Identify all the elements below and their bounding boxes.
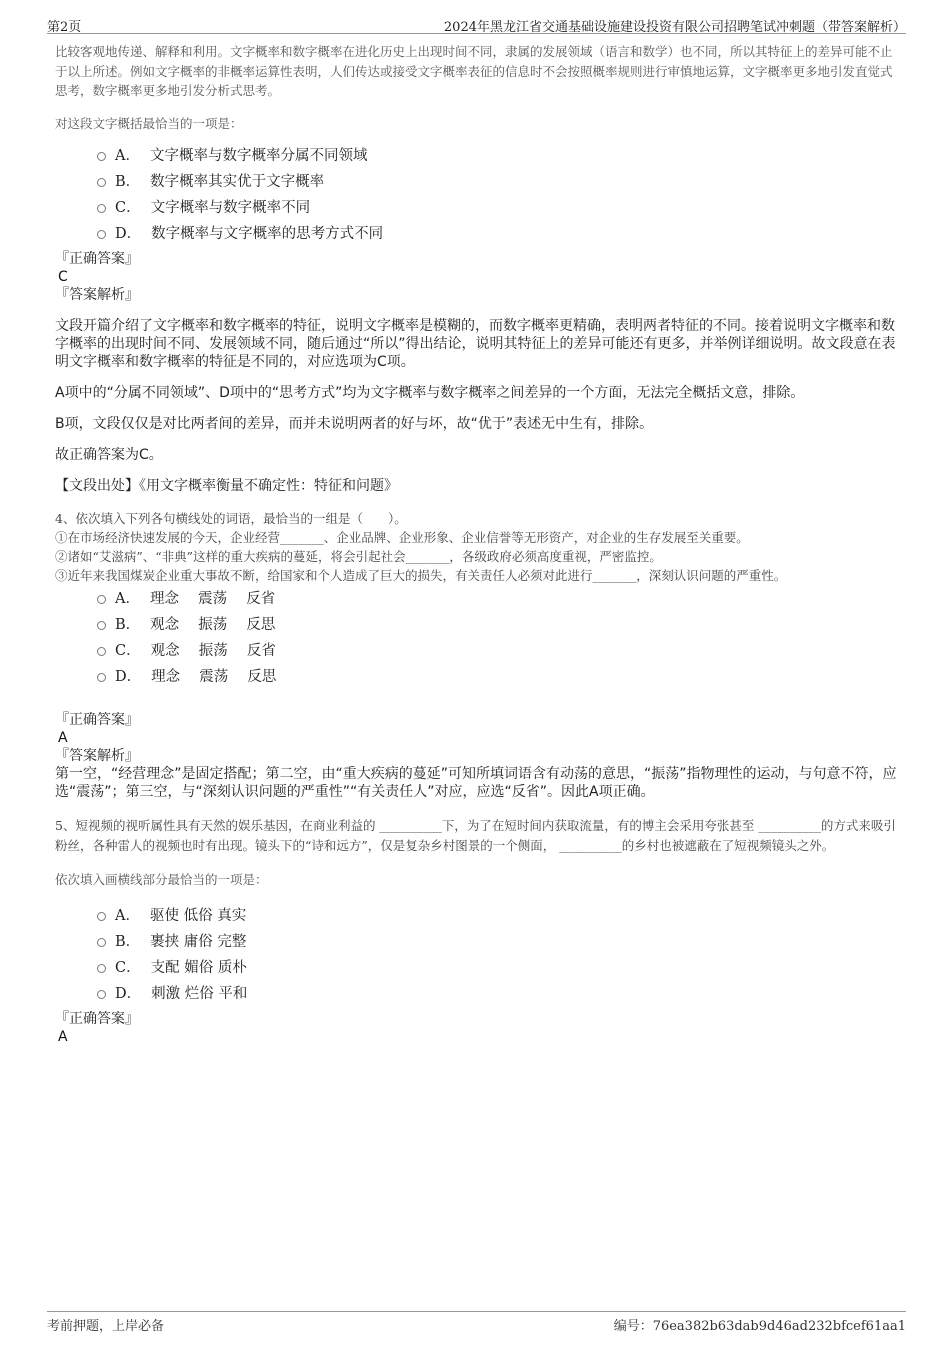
correct-answer-label: 『正确答案』 <box>55 1010 139 1027</box>
analysis-paragraph: 第一空，“经营理念”是固定搭配；第二空，由“重大疾病的蔓延”可知所填词语含有动荡的意思，“振荡”指物理性的运动，与句意不符，应选“震荡”；第三空，与“深刻认识问题的严重性”“有关责任人”对应，应选“反省”。因此A项正确。 <box>55 765 897 800</box>
q4-sentence-2: ②诸如“艾滋病”、“非典”这样的重大疾病的蔓延，将会引起社会_______，各级政府必须高度重视，严密监控。 <box>55 548 662 564</box>
q5-option-c[interactable]: C． 支配 媚俗 质朴 <box>97 954 900 980</box>
q4-option-c[interactable]: C． 观念 振荡 反省 <box>97 637 900 663</box>
analysis-paragraph: A项中的“分属不同领域”、D项中的“思考方式”均为文字概率与数字概率之间差异的一个方面，无法完全概括文意，排除。 <box>55 384 805 401</box>
q3-prompt: 对这段文字概括最恰当的一项是： <box>55 115 243 131</box>
analysis-paragraph: B项，文段仅仅是对比两者间的差异，而并未说明两者的好与坏，故“优于”表述无中生有，排除。 <box>55 415 654 432</box>
analysis-label: 『答案解析』 <box>55 747 139 764</box>
footer-slogan: 考前押题，上岸必备 <box>47 1319 165 1334</box>
q4-question <box>55 509 900 585</box>
q4-option-b[interactable]: B． 观念 振荡 反思 <box>97 611 900 637</box>
page-header <box>47 14 906 34</box>
passage-source: 【文段出处】《用文字概率衡量不确定性：特征和问题》 <box>55 477 398 494</box>
q5-option-d[interactable]: D． 刺激 烂俗 平和 <box>97 980 900 1006</box>
correct-answer: A <box>58 1028 68 1045</box>
q5-prompt: 依次填入画横线部分最恰当的一项是： <box>55 871 268 887</box>
q4-options <box>97 585 900 689</box>
analysis-paragraph: 故正确答案为C。 <box>55 446 163 463</box>
q5-option-b[interactable]: B． 裹挟 庸俗 完整 <box>97 928 900 954</box>
page-number: 第2页 <box>47 20 82 35</box>
page-footer <box>47 1311 906 1333</box>
correct-answer: A <box>58 729 68 746</box>
q3-analysis <box>55 317 900 495</box>
radio-icon[interactable] <box>97 152 106 161</box>
q3-option-d[interactable]: D． 数字概率与文字概率的思考方式不同 <box>97 220 900 246</box>
q5-options <box>97 902 900 1006</box>
correct-answer-label: 『正确答案』 <box>55 250 139 267</box>
q5-question <box>55 816 900 856</box>
page-content <box>55 42 900 1046</box>
radio-icon[interactable] <box>97 647 106 656</box>
radio-icon[interactable] <box>97 938 106 947</box>
radio-icon[interactable] <box>97 204 106 213</box>
q4-answer-block <box>55 711 900 801</box>
radio-icon[interactable] <box>97 230 106 239</box>
radio-icon[interactable] <box>97 621 106 630</box>
analysis-label: 『答案解析』 <box>55 286 139 303</box>
q3-answer-block <box>55 250 900 495</box>
q3-option-c[interactable]: C． 文字概率与数字概率不同 <box>97 194 900 220</box>
radio-icon[interactable] <box>97 912 106 921</box>
document-code: 编号：76ea382b63dab9d46ad232bfcef61aa1 <box>613 1319 906 1334</box>
q3-option-b[interactable]: B． 数字概率其实优于文字概率 <box>97 168 900 194</box>
q5-stem: 5、短视频的视听属性具有天然的娱乐基因，在商业利益的 __________下，为了在短时间内获取流量，有的博主会采用夸张甚至 __________的方式来吸引粉丝，各种雷人的视频也时有出现。镜头下的“诗和远方”，仅是复杂乡村图景的一个侧面， __________的乡村也被遮蔽在了短视频镜头之外。 <box>55 817 896 853</box>
radio-icon[interactable] <box>97 964 106 973</box>
q4-analysis <box>55 765 900 801</box>
radio-icon[interactable] <box>97 178 106 187</box>
q3-options <box>97 142 900 246</box>
correct-answer: C <box>58 268 68 285</box>
q3-passage: 比较客观地传递、解释和利用。文字概率和数字概率在进化历史上出现时间不同，隶属的发展领域（语言和数学）也不同，所以其特征上的差异可能不止于以上所述。例如文字概率的非概率运算性表明，人们传达或接受文字概率表征的信息时不会按照概率规则进行审慎地运算，文字概率更多地引发直觉式思考，数字概率更多地引发分析式思考。 <box>55 44 893 98</box>
q4-option-d[interactable]: D． 理念 震荡 反思 <box>97 663 900 689</box>
q3-option-a[interactable]: A． 文字概率与数字概率分属不同领域 <box>97 142 900 168</box>
q4-stem: 4、依次填入下列各句横线处的词语，最恰当的一组是（ ）。 <box>55 510 407 526</box>
q5-answer-block <box>55 1010 900 1046</box>
document-title: 2024年黑龙江省交通基础设施建设投资有限公司招聘笔试冲刺题（带答案解析） <box>443 20 906 35</box>
analysis-paragraph: 文段开篇介绍了文字概率和数字概率的特征，说明文字概率是模糊的，而数字概率更精确，表明两者特征的不同。接着说明文字概率和数字概率的出现时间不同、发展领域不同，随后通过“所以”得出结论，说明其特征上的差异可能还有更多，并举例详细说明。故文段意在表明文字概率和数字概率的特征是不同的，对应选项为C项。 <box>55 317 896 370</box>
q4-sentence-1: ①在市场经济快速发展的今天，企业经营_______、企业品牌、企业形象、企业信誉等无形资产，对企业的生存发展至关重要。 <box>55 529 749 545</box>
q5-option-a[interactable]: A． 驱使 低俗 真实 <box>97 902 900 928</box>
q4-option-a[interactable]: A． 理念 震荡 反省 <box>97 585 900 611</box>
radio-icon[interactable] <box>97 595 106 604</box>
correct-answer-label: 『正确答案』 <box>55 711 139 728</box>
q4-sentence-3: ③近年来我国煤炭企业重大事故不断，给国家和个人造成了巨大的损失，有关责任人必须对此进行_______，深刻认识问题的严重性。 <box>55 567 787 583</box>
radio-icon[interactable] <box>97 673 106 682</box>
radio-icon[interactable] <box>97 990 106 999</box>
